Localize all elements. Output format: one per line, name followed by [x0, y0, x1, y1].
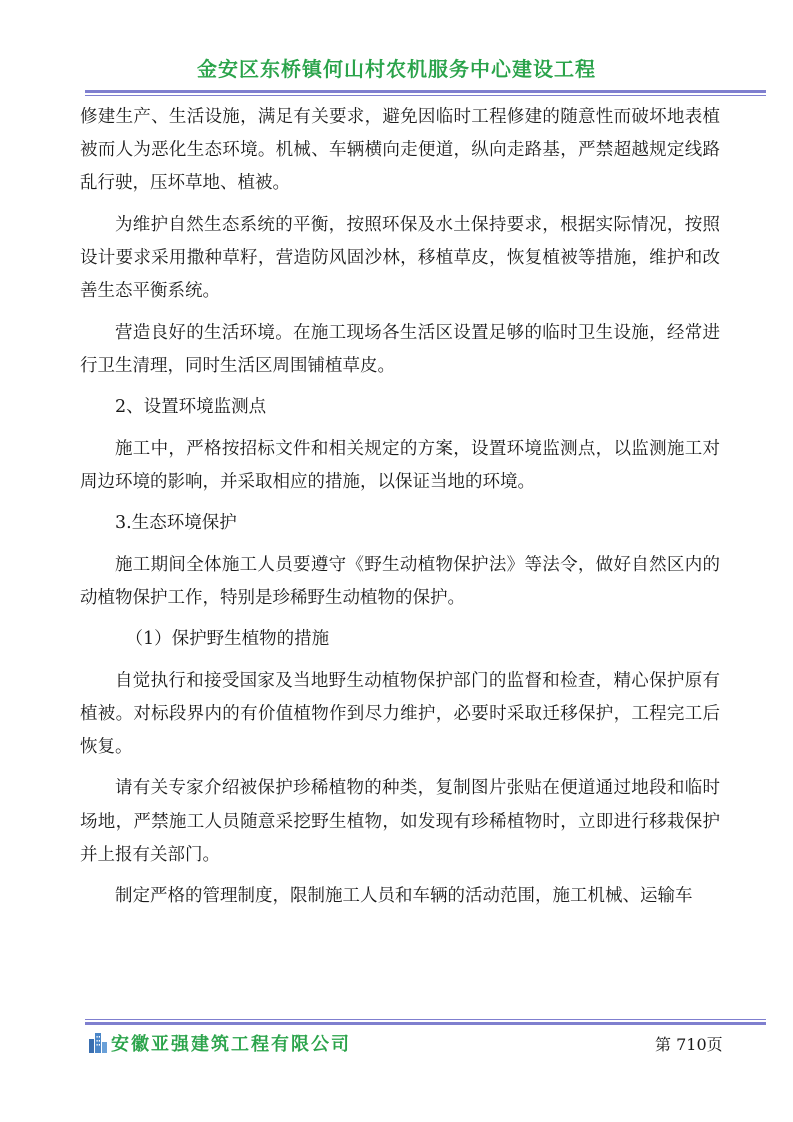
footer-company-name: 安徽亚强建筑工程有限公司 [111, 1034, 351, 1055]
paragraph: 营造良好的生活环境。在施工现场各生活区设置足够的临时卫生设施，经常进行卫生清理，同时生活区周围铺植草皮。 [80, 322, 720, 376]
section-heading: 3.生态环境保护 [115, 513, 237, 534]
header-rule-thin [85, 95, 766, 96]
section-heading: 2、设置环境监测点 [115, 397, 267, 418]
paragraph: 制定严格的管理制度，限制施工人员和车辆的活动范围，施工机械、运输车 [115, 886, 693, 907]
footer-rule-thin [85, 1019, 766, 1020]
header-rule-thick [85, 90, 766, 93]
paragraph: 修建生产、生活设施，满足有关要求，避免因临时工程修建的随意性而破坏地表植被而人为恶化生态环境。机械、车辆横向走便道，纵向走路基，严禁超越规定线路乱行驶，压坏草地、植被。 [80, 107, 720, 194]
paragraph: 施工期间全体施工人员要遵守《野生动植物保护法》等法令，做好自然区内的动植物保护工作，特别是珍稀野生动植物的保护。 [80, 554, 720, 608]
paragraph: 请有关专家介绍被保护珍稀植物的种类，复制图片张贴在便道通过地段和临时场地，严禁施工人员随意采挖野生植物，如发现有珍稀植物时，立即进行移栽保护并上报有关部门。 [80, 778, 720, 865]
page-header-title: 金安区东桥镇何山村农机服务中心建设工程 [197, 57, 596, 81]
subsection-heading: （1）保护野生植物的措施 [125, 629, 330, 650]
document-body [80, 101, 720, 922]
paragraph: 为维护自然生态系统的平衡，按照环保及水土保持要求，根据实际情况，按照设计要求采用撒种草籽，营造防风固沙林，移植草皮，恢复植被等措施，维护和改善生态平衡系统。 [80, 214, 720, 302]
building-logo-icon [88, 1031, 108, 1053]
footer-rule-thick [85, 1022, 766, 1025]
paragraph: 自觉执行和接受国家及当地野生动植物保护部门的监督和检查，精心保护原有植被。对标段界内的有价值植物作到尽力维护，必要时采取迁移保护，工程完工后恢复。 [80, 670, 720, 757]
paragraph: 施工中，严格按招标文件和相关规定的方案，设置环境监测点，以监测施工对周边环境的影响，并采取相应的措施，以保证当地的环境。 [80, 438, 720, 492]
page-number: 第 710页 [655, 1035, 723, 1054]
